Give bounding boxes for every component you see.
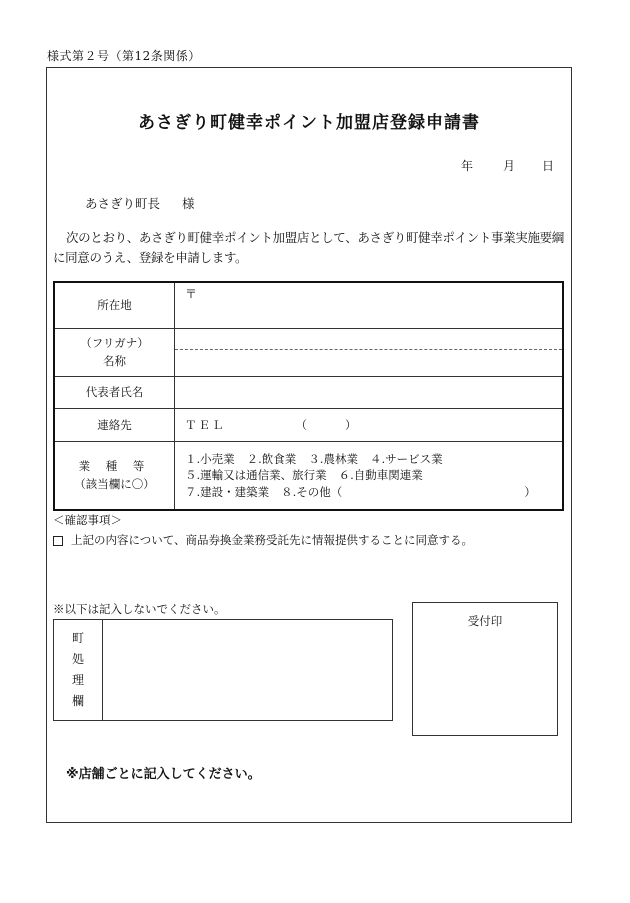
confirmation-heading: ＜確認事項＞ bbox=[53, 513, 122, 527]
representative-label: 代表者氏名 bbox=[54, 376, 175, 408]
consent-text: 上記の内容について、商品券換金業務受託先に情報提供することに同意する。 bbox=[71, 533, 474, 547]
table-row bbox=[54, 282, 563, 328]
industry-options-row-1 bbox=[185, 451, 562, 468]
contact-label: 連絡先 bbox=[54, 408, 175, 441]
tel-paren-close: ） bbox=[345, 417, 357, 432]
tel-label: ＴＥＬ bbox=[185, 417, 226, 432]
application-table bbox=[53, 281, 564, 511]
office-label-char: 処 bbox=[71, 652, 84, 666]
industry-other-close: ） bbox=[524, 484, 536, 499]
industry-option-transport[interactable]: ５.運輸又は通信業、旅行業 bbox=[185, 468, 327, 482]
industry-option-agriculture[interactable]: ３.農林業 bbox=[308, 451, 358, 466]
table-row bbox=[54, 441, 563, 510]
industry-option-food[interactable]: ２.飲食業 bbox=[246, 451, 297, 466]
date-month: 月 bbox=[503, 159, 516, 173]
date-year: 年 bbox=[461, 159, 474, 173]
office-label-char: 欄 bbox=[71, 694, 84, 708]
industry-option-service[interactable]: ４.サービス業 bbox=[369, 451, 443, 466]
form-number: 様式第２号（第12条関係） bbox=[47, 49, 201, 63]
application-statement: 次のとおり、あさぎり町健幸ポイント加盟店として、あさぎり町健幸ポイント事業実施要綱に同意のうえ、登録を申請します。 bbox=[53, 230, 564, 265]
page-title: あさぎり町健幸ポイント加盟店登録申請書 bbox=[138, 113, 480, 133]
table-row bbox=[54, 328, 563, 376]
industry-label-note: （該当欄に〇） bbox=[74, 477, 155, 492]
industry-field[interactable] bbox=[175, 441, 564, 510]
industry-label bbox=[54, 441, 175, 510]
date-day: 日 bbox=[542, 159, 555, 173]
addressee-name: あさぎり町長 bbox=[85, 196, 161, 211]
location-field[interactable] bbox=[175, 282, 564, 328]
office-processing-box bbox=[53, 619, 393, 721]
industry-option-other[interactable]: ８.その他（ bbox=[281, 484, 343, 499]
industry-option-automotive[interactable]: ６.自動車関連業 bbox=[338, 468, 423, 482]
office-label-char: 理 bbox=[71, 673, 84, 687]
addressee-honorific: 様 bbox=[182, 196, 195, 211]
contact-field[interactable] bbox=[175, 408, 564, 441]
office-use-note: ※以下は記入しないでください。 bbox=[53, 602, 226, 616]
addressee bbox=[85, 194, 195, 212]
location-label: 所在地 bbox=[54, 282, 175, 328]
postal-mark: 〒 bbox=[185, 287, 198, 301]
office-processing-label bbox=[54, 620, 103, 720]
reception-stamp-label: 受付印 bbox=[467, 614, 503, 628]
representative-field[interactable] bbox=[175, 376, 564, 408]
industry-label-text: 業 種 等 bbox=[78, 459, 151, 474]
table-row bbox=[54, 408, 563, 441]
name-label-text: 名称 bbox=[103, 354, 126, 368]
tel-paren-open: （ bbox=[295, 417, 307, 432]
name-label bbox=[54, 328, 175, 376]
industry-option-retail[interactable]: １.小売業 bbox=[185, 451, 235, 466]
footer-note: ※店舗ごとに記入してください。 bbox=[66, 767, 261, 782]
consent-checkbox[interactable] bbox=[53, 536, 63, 546]
furigana-label: （フリガナ） bbox=[80, 336, 149, 350]
reception-stamp-box bbox=[412, 602, 558, 736]
industry-options-row-2 bbox=[185, 467, 562, 484]
industry-options-row-3 bbox=[185, 484, 562, 501]
furigana-field[interactable] bbox=[175, 329, 562, 350]
office-label-char: 町 bbox=[71, 631, 84, 645]
name-field[interactable] bbox=[175, 328, 564, 376]
confirmation-item bbox=[53, 532, 473, 548]
table-row bbox=[54, 376, 563, 408]
industry-option-construction[interactable]: ７.建設・建築業 bbox=[185, 484, 270, 499]
